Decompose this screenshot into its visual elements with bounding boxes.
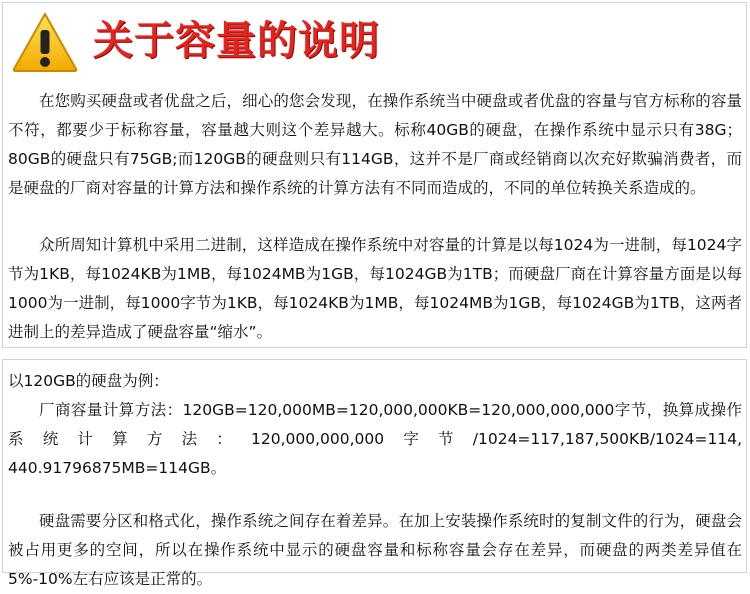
paragraph-spacer (8, 203, 742, 231)
example-heading: 以120GB的硬盘为例： (8, 372, 169, 390)
example-body (8, 367, 742, 594)
warning-icon (11, 11, 79, 73)
paragraph-partition: 硬盘需要分区和格式化，操作系统之间存在着差异。在加上安装操作系统时的复制文件的行为，硬盘会被占用更多的空间，所以在操作系统中显示的硬盘容量和标称容量会存在差异，而硬盘的两类差异值在5%-10%左右应该是正常的。 (8, 512, 742, 588)
example-panel (2, 359, 747, 588)
capacity-notice-panel (2, 2, 747, 348)
notice-body (8, 87, 742, 347)
paragraph-binary-explanation: 众所周知计算机中采用二进制，这样造成在操作系统中对容量的计算是以每1024为一进制，每1024字节为1KB，每1024KB为1MB，每1024MB为1GB，每1024GB为1TB；而硬盘厂商在计算容量方面是以每1000为一进制，每1000字节为1KB，每1024KB为1MB，每1024MB为1GB，每1024GB为1TB，这两者进制上的差异造成了硬盘容量“缩水”。 (8, 236, 742, 341)
page-title: 关于容量的说明 (93, 18, 380, 64)
notice-header (3, 3, 746, 81)
paragraph-spacer (8, 483, 742, 507)
paragraph-calculation: 厂商容量计算方法：120GB=120,000MB=120,000,000KB=120,000,000,000字节，换算成操作系统计算方法：120,000,000,000字节/1024=117,187,500KB/1024=114, 440.91796875MB=114GB。 (8, 401, 742, 477)
paragraph-capacity-difference: 在您购买硬盘或者优盘之后，细心的您会发现，在操作系统当中硬盘或者优盘的容量与官方标称的容量不符，都要少于标称容量，容量越大则这个差异越大。标称40GB的硬盘，在操作系统中显示只有38G；80GB的硬盘只有75GB;而120GB的硬盘则只有114GB，这并不是厂商或经销商以次充好欺骗消费者，而是硬盘的厂商对容量的计算方法和操作系统的计算方法有不同而造成的，不同的单位转换关系造成的。 (8, 92, 742, 197)
